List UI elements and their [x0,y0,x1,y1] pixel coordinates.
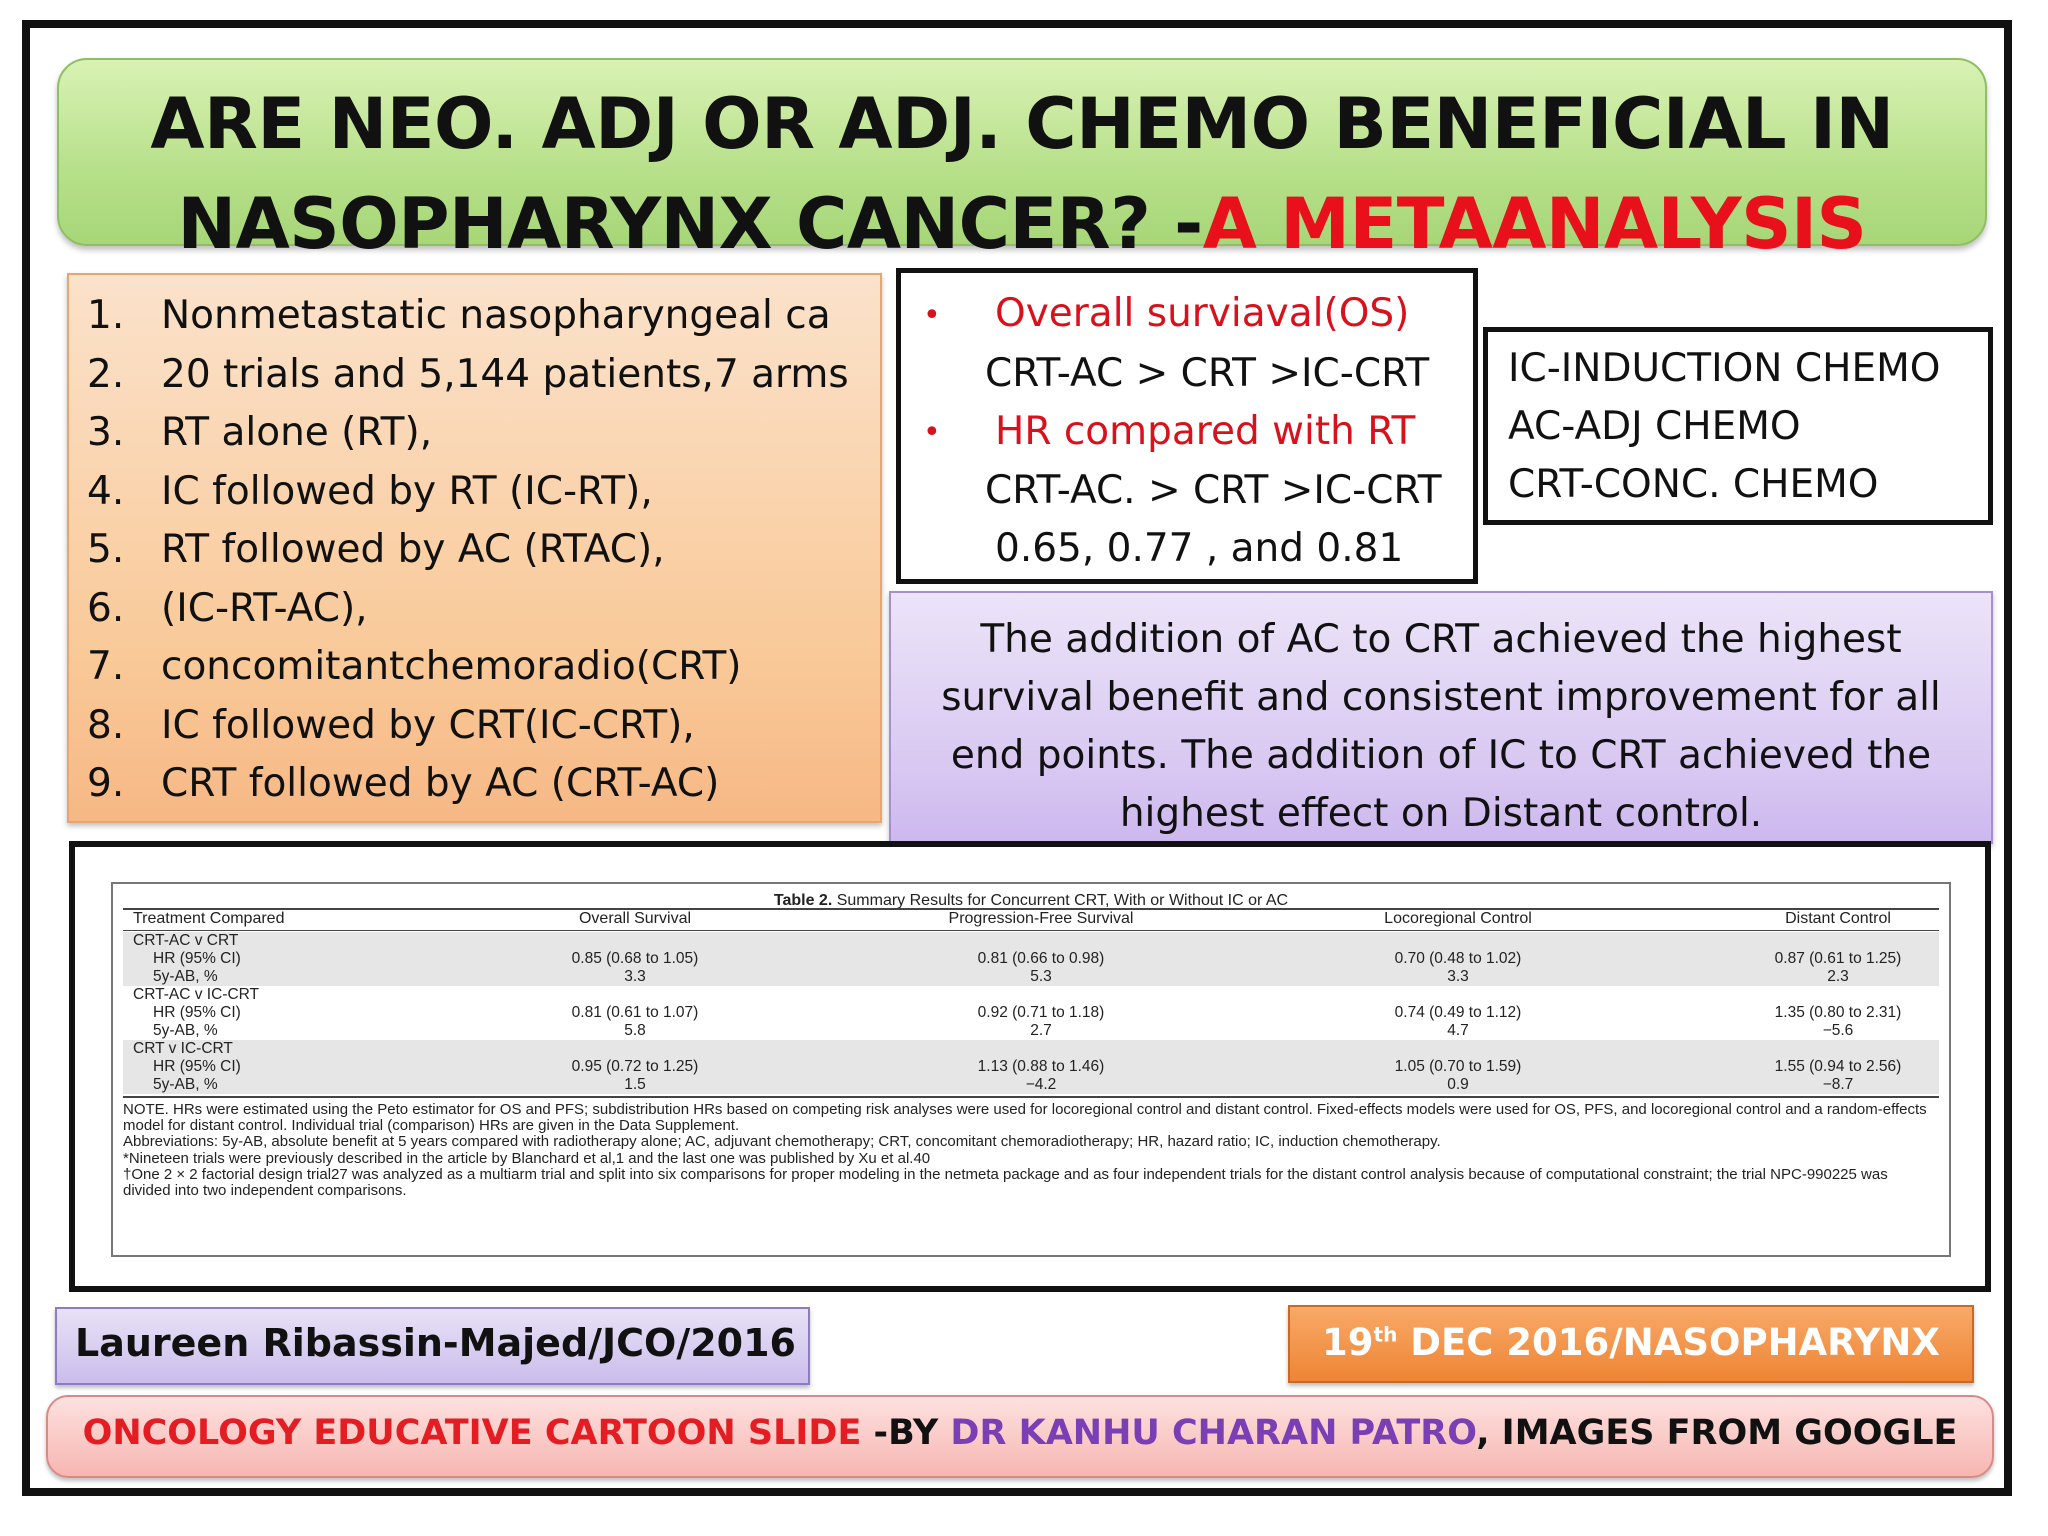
table-cell: 1.13 (0.88 to 1.46) [977,1058,1105,1075]
table-cell: 0.74 (0.49 to 1.12) [1394,1004,1522,1021]
table-notes [123,1102,1938,1199]
bullet-icon: • [923,297,941,333]
table-note: †One 2 × 2 factorial design trial27 was analyzed as a multiarm trial and split into six comparisons for proper modeling in the netmeta package and as four independent trials for the distant control analysis because of computational constraint; the trial NPC-990225 was divided into two independent comparisons. [123,1165,1888,1200]
header-os: Overall Survival [578,910,692,927]
date-text: 19th DEC 2016/NASOPHARYNX [1322,1321,1940,1364]
results-table [111,882,1951,1257]
table-cell: −4.2 [1025,1076,1057,1093]
citation-box [55,1307,810,1385]
table-cell: 0.92 (0.71 to 1.18) [977,1004,1105,1021]
list-item: 2. 20 trials and 5,144 patients,7 arms [87,351,849,397]
table-cell: 5.8 [624,1022,646,1039]
conclusion-panel [889,591,1993,844]
conclusion-line: The addition of AC to CRT achieved the highest [980,617,1902,662]
title-line-1: ARE NEO. ADJ OR ADJ. CHEMO BENEFICIAL IN [150,83,1894,165]
title-line-2 [59,174,1985,274]
group-name: CRT-AC v IC-CRT [133,986,260,1003]
group-name: CRT-AC v CRT [133,932,239,949]
table-cell: 3.3 [624,968,646,985]
row-label: 5y-AB, % [153,1076,218,1093]
conclusion-line: highest effect on Distant control. [1119,791,1763,836]
footer-banner [46,1395,1994,1478]
row-label: HR (95% CI) [153,1058,241,1075]
table-cell: −5.6 [1822,1022,1854,1039]
table-cell: 1.35 (0.80 to 2.31) [1774,1004,1902,1021]
table-cell: 3.3 [1447,968,1469,985]
list-item: 4. IC followed by RT (IC-RT), [87,468,653,514]
list-item: 1. Nonmetastatic nasopharyngeal ca [87,293,831,338]
row-label: 5y-AB, % [153,968,218,985]
table-cell: 0.9 [1447,1076,1469,1093]
table-cell: 4.7 [1447,1022,1469,1039]
abbr-ac: AC-ADJ CHEMO [1508,404,1801,449]
citation-text: Laureen Ribassin-Majed/JCO/2016 [75,1321,796,1365]
table-cell: 0.95 (0.72 to 1.25) [571,1058,699,1075]
header-dc: Distant Control [1785,910,1891,927]
table-cell: 0.81 (0.61 to 1.07) [571,1004,699,1021]
title-black-part: NASOPHARYNX CANCER? - [177,183,1203,265]
table-cell: 0.70 (0.48 to 1.02) [1394,950,1522,967]
hr-heading: • HR compared with RT [921,403,1473,463]
header-pfs: Progression-Free Survival [948,910,1134,927]
survival-summary-box [896,268,1478,584]
os-heading: • Overall surviaval(OS) [921,285,1473,345]
table-cell: −8.7 [1822,1076,1854,1093]
bullet-icon: • [923,415,941,450]
table-caption: Table 2. Summary Results for Concurrent CRT, With or Without IC or AC [773,892,1289,909]
row-label: HR (95% CI) [153,950,241,967]
abbreviation-box [1483,327,1993,525]
hr-order: CRT-AC. > CRT >IC-CRT [985,468,1442,513]
study-list [87,287,880,814]
table-frame [69,841,1991,1292]
table-cell: 1.05 (0.70 to 1.59) [1394,1058,1522,1075]
title-banner [57,58,1987,265]
list-item: 8. IC followed by CRT(IC-CRT), [87,702,695,748]
table-rule-bottom [123,1096,1939,1098]
os-order: CRT-AC > CRT >IC-CRT [985,350,1430,396]
row-label: 5y-AB, % [153,1022,218,1039]
table-rule-header [123,930,1939,931]
table-cell: 1.55 (0.94 to 2.56) [1774,1058,1902,1075]
group-name: CRT v IC-CRT [133,1040,233,1057]
table-cell: 1.5 [624,1076,646,1093]
conclusion-line: survival benefit and consistent improvement for all [941,675,1941,720]
list-item: 7. concomitantchemoradio(CRT) [87,644,742,689]
table-cell: 0.87 (0.61 to 1.25) [1774,950,1902,967]
table-cell: 5.3 [1030,968,1052,985]
table-cell: 2.3 [1827,968,1849,985]
row-label: HR (95% CI) [153,1004,241,1021]
table-note: *Nineteen trials were previously described in the article by Blanchard et al,1 and the last one was published by Xu et al.40 [123,1149,931,1167]
abbr-ic: IC-INDUCTION CHEMO [1508,346,1941,391]
list-item: 9. CRT followed by AC (CRT-AC) [87,761,720,806]
table-cell: 2.7 [1030,1022,1052,1039]
table-cell: 0.85 (0.68 to 1.05) [571,950,699,967]
hr-values: 0.65, 0.77 , and 0.81 [995,526,1404,571]
list-item: 5. RT followed by AC (RTAC), [87,527,665,572]
footer-text: ONCOLOGY EDUCATIVE CARTOON SLIDE -BY DR KANHU CHARAN PATRO, IMAGES FROM GOOGLE [82,1413,1958,1453]
header-lrc: Locoregional Control [1384,910,1532,927]
conclusion-line: end points. The addition of IC to CRT achieved the [950,733,1932,778]
table-note: Abbreviations: 5y-AB, absolute benefit at 5 years compared with radiotherapy alone; AC, adjuvant chemotherapy; CRT, concomitant chemoradiotherapy; HR, hazard ratio; IC, induction chemotherapy. [123,1133,1441,1151]
table-note: NOTE. HRs were estimated using the Peto estimator for OS and PFS; subdistribution HRs based on competing risk analyses were used for locoregional control and distant control. Fixed-effects models were used for OS, PFS, and locoregional control and a random-effects model for distant control. Individual trial (comparison) HRs are given in the Data Supplement. [123,1101,1927,1135]
abbr-crt: CRT-CONC. CHEMO [1508,462,1879,507]
list-item: 3. RT alone (RT), [87,410,433,455]
list-item: 6. (IC-RT-AC), [87,585,368,631]
title-red-part: A METAANALYSIS [1202,183,1867,265]
header-treatment: Treatment Compared [133,910,285,927]
study-details-panel [67,273,882,823]
table-cell: 0.81 (0.66 to 0.98) [977,950,1105,967]
date-box [1288,1305,1974,1383]
